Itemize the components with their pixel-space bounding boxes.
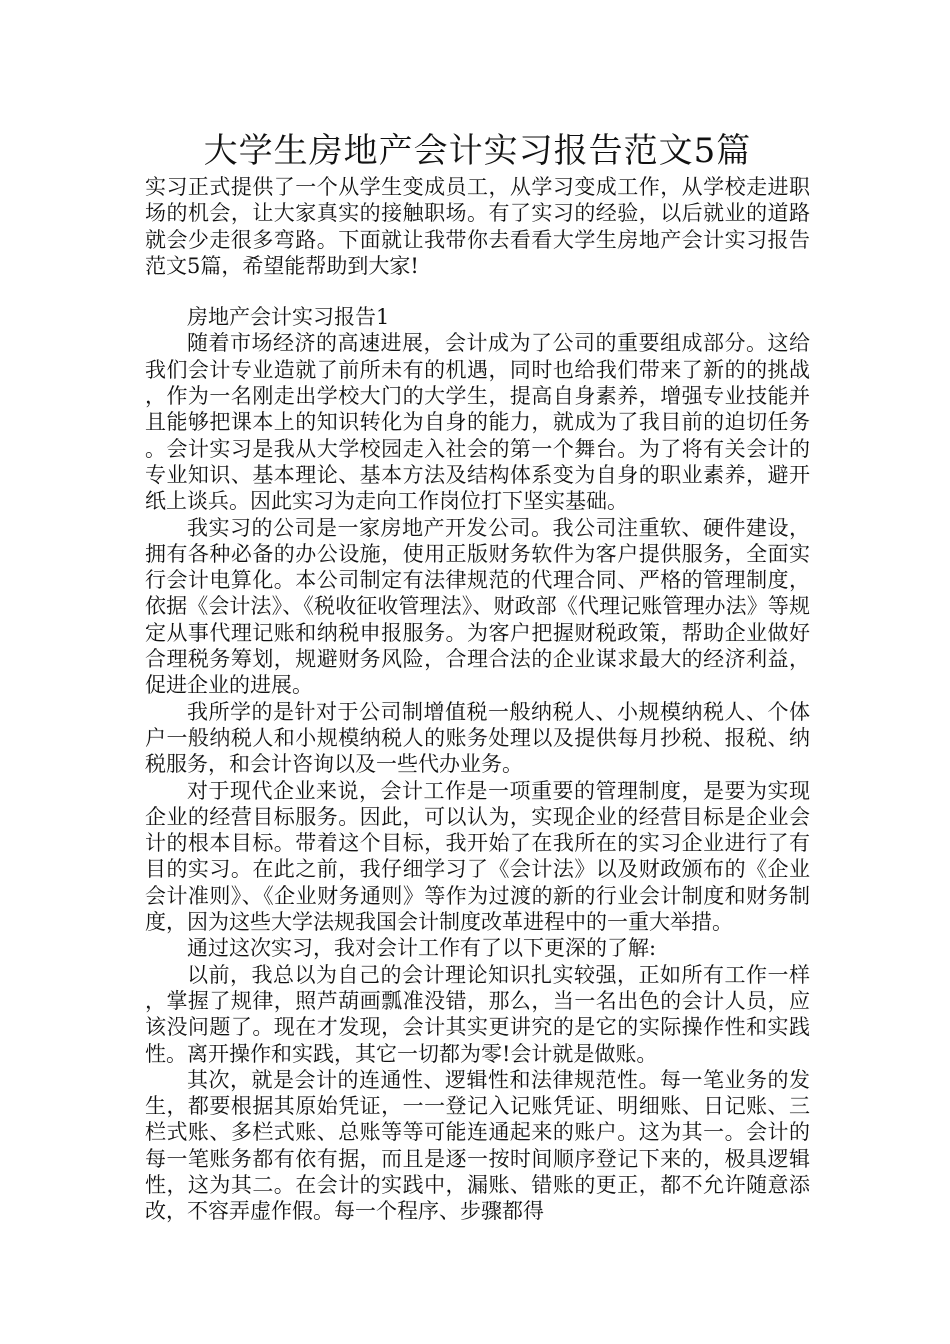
body-paragraph: 以前，我总以为自己的会计理论知识扎实较强，正如所有工作一样，掌握了规律，照芦葫画瓢准没错，那么，当一名出色的会计人员，应该没问题了。现在才发现，会计其实更讲究的是它的实际操作性和实践性。离开操作和实践，其它一切都为零!会计就是做账。: [145, 962, 810, 1066]
document-page: [145, 128, 810, 1225]
body-paragraph: 我所学的是针对于公司制增值税一般纳税人、小规模纳税人、个体户一般纳税人和小规模纳税人的账务处理以及提供每月抄税、报税、纳税服务，和会计咨询以及一些代办业务。: [145, 699, 810, 777]
body-paragraph: 随着市场经济的高速进展，会计成为了公司的重要组成部分。这给我们会计专业造就了前所未有的机遇，同时也给我们带来了新的的挑战，作为一名刚走出学校大门的大学生，提高自身素养，增强专业技能并且能够把课本上的知识转化为自身的能力，就成为了我目前的迫切任务。会计实习是我从大学校园走入社会的第一个舞台。为了将有关会计的专业知识、基本理论、基本方法及结构体系变为自身的职业素养，避开纸上谈兵。因此实习为走向工作岗位打下坚实基础。: [145, 331, 810, 514]
body-paragraph: 我实习的公司是一家房地产开发公司。我公司注重软、硬件建设，拥有各种必备的办公设施，使用正版财务软件为客户提供服务，全面实行会计电算化。本公司制定有法律规范的代理合同、严格的管理制度，依据《会计法》、《税收征收管理法》、财政部《代理记账管理办法》等规定从事代理记账和纳税申报服务。为客户把握财税政策，帮助企业做好合理税务筹划，规避财务风险，合理合法的企业谋求最大的经济利益，促进企业的进展。: [145, 515, 810, 698]
document-title: 大学生房地产会计实习报告范文5篇: [203, 131, 752, 171]
section-heading: 房地产会计实习报告1: [187, 305, 390, 330]
body-paragraph: 对于现代企业来说，会计工作是一项重要的管理制度，是要为实现企业的经营目标服务。因此，可以认为，实现企业的经营目标是企业会计的根本目标。带着这个目标，我开始了在我所在的实习企业进行了有目的实习。在此之前，我仔细学习了《会计法》以及财政颁布的《企业会计准则》、《企业财务通则》等作为过渡的新的行业会计制度和财务制度，因为这些大学法规我国会计制度改革进程中的一重大举措。: [145, 778, 810, 935]
intro-paragraph: 实习正式提供了一个从学生变成员工，从学习变成工作，从学校走进职场的机会，让大家真实的接触职场。有了实习的经验，以后就业的道路就会少走很多弯路。下面就让我带你去看看大学生房地产会计实习报告范文5篇，希望能帮助到大家!: [145, 175, 810, 278]
body-paragraph: 通过这次实习，我对会计工作有了以下更深的了解:: [187, 936, 657, 961]
body-paragraph: 其次，就是会计的连通性、逻辑性和法律规范性。每一笔业务的发生，都要根据其原始凭证，一一登记入记账凭证、明细账、日记账、三栏式账、多栏式账、总账等等可能连通起来的账户。这为其一。会计的每一笔账务都有依有据，而且是逐一按时间顺序登记下来的，极具逻辑性，这为其二。在会计的实践中，漏账、错账的更正，都不允许随意添改，不容弄虚作假。每一个程序、步骤都得: [145, 1067, 810, 1224]
